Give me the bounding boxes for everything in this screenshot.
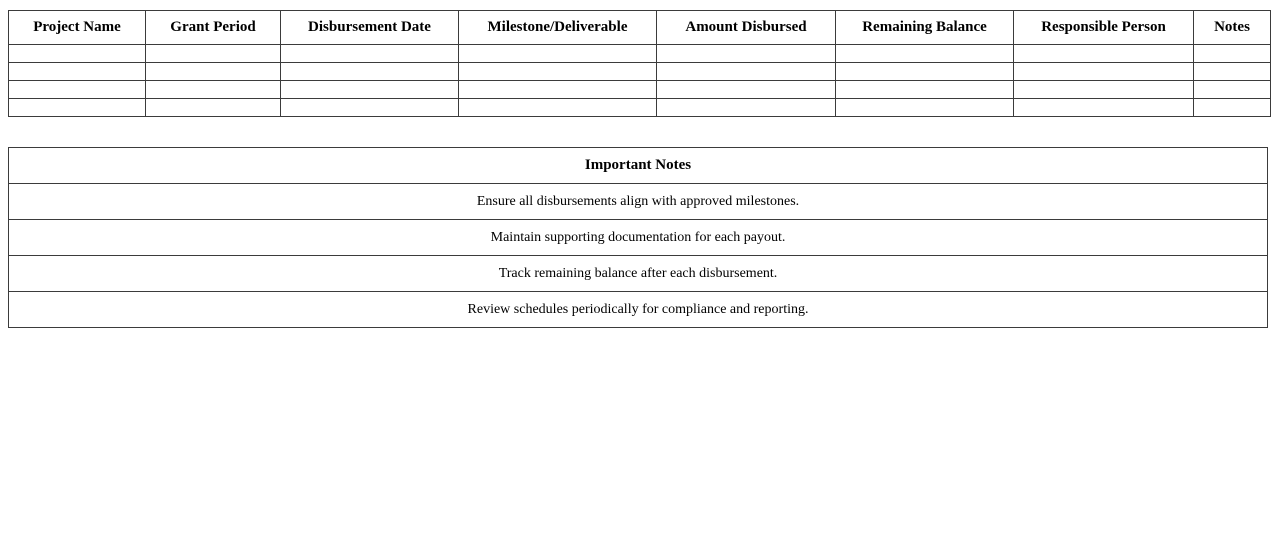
note-row	[9, 292, 1268, 328]
empty-cell	[9, 99, 146, 117]
empty-cell	[1014, 45, 1194, 63]
column-header-disbursement-date: Disbursement Date	[281, 11, 459, 45]
empty-cell	[657, 81, 836, 99]
note-row	[9, 256, 1268, 292]
empty-cell	[146, 45, 281, 63]
empty-cell	[281, 99, 459, 117]
notes-title-row	[9, 148, 1268, 184]
empty-cell	[1194, 45, 1271, 63]
empty-cell	[281, 45, 459, 63]
empty-cell	[459, 45, 657, 63]
empty-cell	[459, 81, 657, 99]
note-text: Review schedules periodically for compliance and reporting.	[9, 292, 1268, 328]
empty-cell	[657, 63, 836, 81]
empty-cell	[836, 81, 1014, 99]
empty-cell	[281, 63, 459, 81]
empty-cell	[459, 63, 657, 81]
notes-table-title: Important Notes	[9, 148, 1268, 184]
column-header-grant-period: Grant Period	[146, 11, 281, 45]
schedule-empty-row	[9, 63, 1271, 81]
empty-cell	[281, 81, 459, 99]
column-header-project-name: Project Name	[9, 11, 146, 45]
empty-cell	[1014, 99, 1194, 117]
empty-cell	[9, 45, 146, 63]
empty-cell	[1014, 81, 1194, 99]
schedule-empty-row	[9, 99, 1271, 117]
column-header-notes: Notes	[1194, 11, 1271, 45]
column-header-milestone-deliverable: Milestone/Deliverable	[459, 11, 657, 45]
empty-cell	[146, 99, 281, 117]
empty-cell	[657, 99, 836, 117]
empty-cell	[836, 63, 1014, 81]
schedule-empty-row	[9, 81, 1271, 99]
empty-cell	[1194, 63, 1271, 81]
disbursement-schedule-table	[8, 10, 1271, 117]
column-header-responsible-person: Responsible Person	[1014, 11, 1194, 45]
empty-cell	[9, 81, 146, 99]
empty-cell	[1194, 99, 1271, 117]
empty-cell	[657, 45, 836, 63]
note-row	[9, 184, 1268, 220]
empty-cell	[146, 63, 281, 81]
note-text: Ensure all disbursements align with approved milestones.	[9, 184, 1268, 220]
note-text: Track remaining balance after each disbursement.	[9, 256, 1268, 292]
empty-cell	[1194, 81, 1271, 99]
empty-cell	[1014, 63, 1194, 81]
schedule-header-row	[9, 11, 1271, 45]
column-header-amount-disbursed: Amount Disbursed	[657, 11, 836, 45]
empty-cell	[146, 81, 281, 99]
important-notes-table	[8, 147, 1268, 328]
empty-cell	[459, 99, 657, 117]
column-header-remaining-balance: Remaining Balance	[836, 11, 1014, 45]
empty-cell	[836, 99, 1014, 117]
empty-cell	[9, 63, 146, 81]
schedule-empty-row	[9, 45, 1271, 63]
note-row	[9, 220, 1268, 256]
empty-cell	[836, 45, 1014, 63]
note-text: Maintain supporting documentation for each payout.	[9, 220, 1268, 256]
